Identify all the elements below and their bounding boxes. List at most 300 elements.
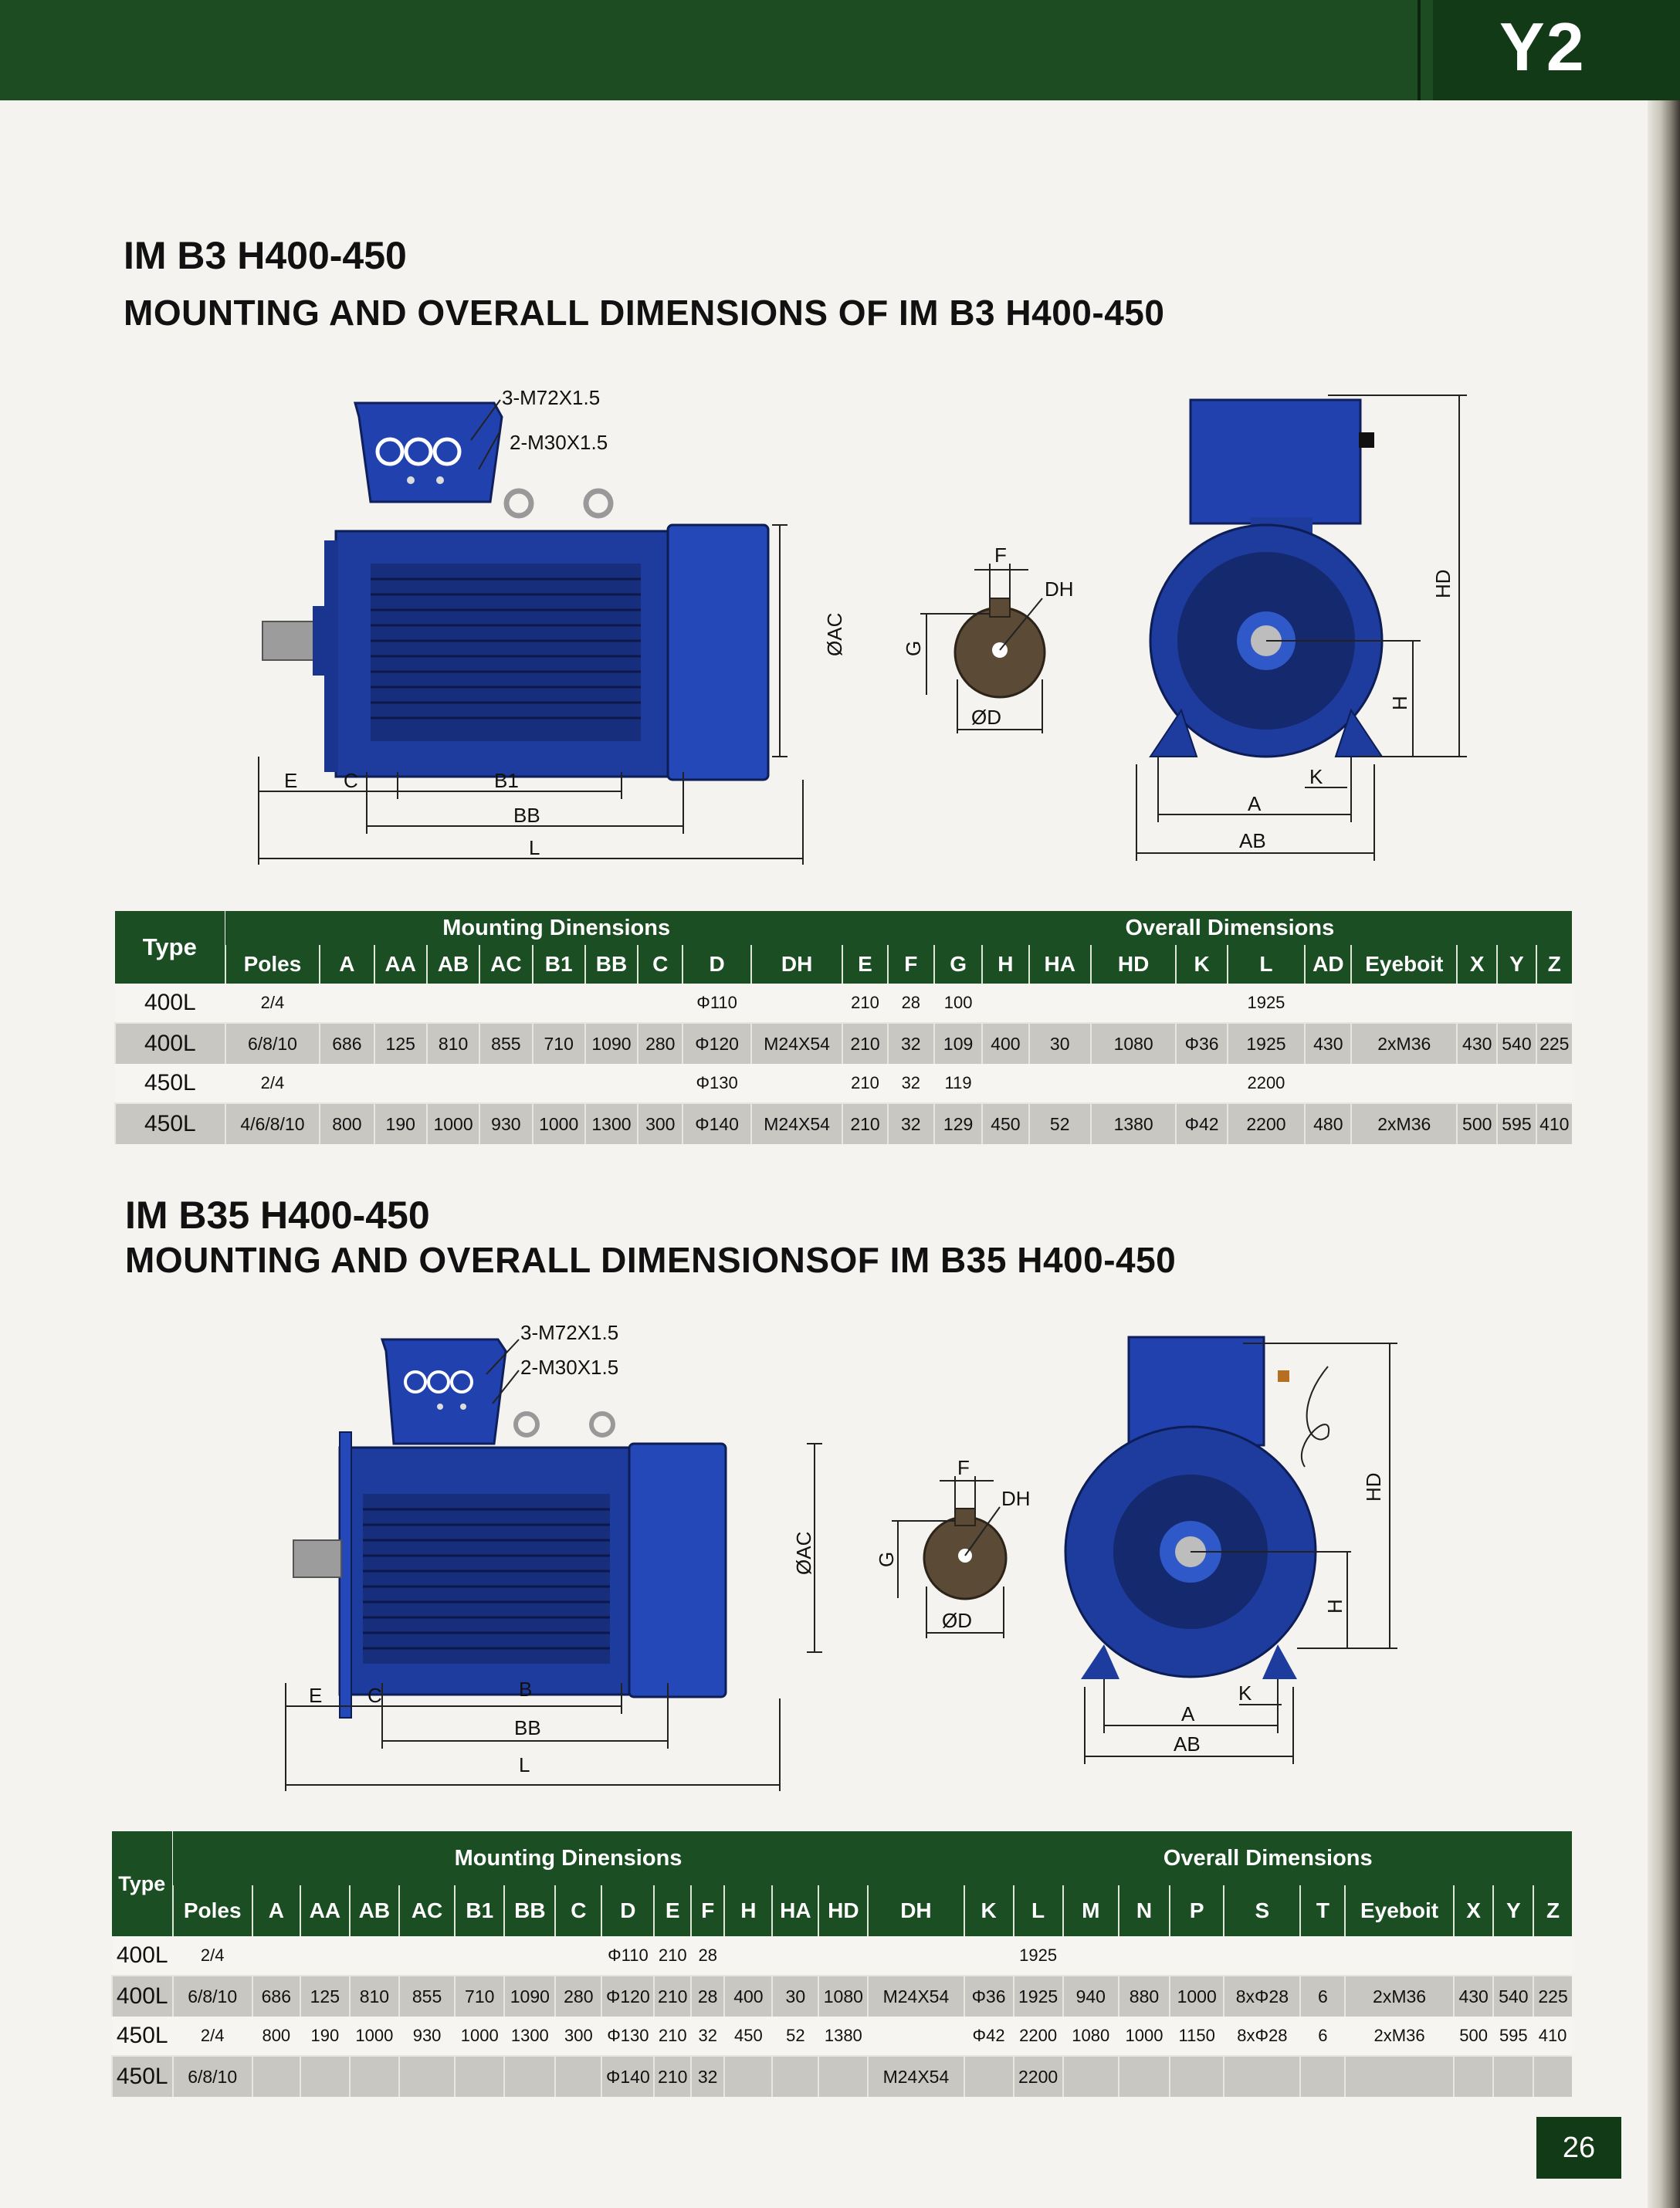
table-cell: 450 — [982, 1103, 1028, 1144]
table-cell: Φ120 — [601, 1976, 654, 2017]
b35-ab-label: AB — [1174, 1732, 1201, 1756]
table-cell: 32 — [691, 2017, 724, 2056]
b3-e-label: E — [284, 769, 298, 792]
column-header-ab: AB — [427, 945, 479, 984]
table-cell: 119 — [934, 1064, 982, 1103]
table-cell — [772, 1936, 818, 1976]
section2-subtitle: MOUNTING AND OVERALL DIMENSIONSOF IM B35 H400-450 — [125, 1240, 1177, 1280]
b35-c-label: C — [368, 1684, 382, 1707]
column-header-c: C — [555, 1885, 601, 1936]
b3-motor-body — [262, 525, 768, 780]
table-cell: 540 — [1493, 1976, 1533, 2017]
table-cell — [818, 2056, 868, 2097]
table-cell: 410 — [1536, 1103, 1572, 1144]
b35-g-label: G — [875, 1551, 898, 1567]
row-type-cell: 400L — [112, 1936, 173, 1976]
table-cell — [1536, 1064, 1572, 1103]
section1-title: IM B3 H400-450 — [124, 234, 407, 277]
column-header-h: H — [982, 945, 1028, 984]
column-header-f: F — [888, 945, 934, 984]
table-cell: 225 — [1536, 1023, 1572, 1064]
b35-bb-label: BB — [514, 1716, 541, 1739]
table-cell — [818, 1936, 868, 1976]
table-cell: 32 — [888, 1064, 934, 1103]
b35-ac-label: ØAC — [792, 1531, 815, 1575]
table-cell — [1345, 2056, 1454, 2097]
table-cell: 2xM36 — [1351, 1103, 1457, 1144]
table-cell: M24X54 — [751, 1023, 843, 1064]
column-header-d: D — [601, 1885, 654, 1936]
table-cell: 6/8/10 — [225, 1023, 320, 1064]
table-cell: 710 — [533, 1023, 585, 1064]
column-header-hd: HD — [818, 1885, 868, 1936]
column-header-eyeboit: Eyeboit — [1345, 1885, 1454, 1936]
column-header-dh: DH — [751, 945, 843, 984]
table-cell: 430 — [1457, 1023, 1497, 1064]
table-cell — [252, 1936, 300, 1976]
row-type-cell: 400L — [112, 1976, 173, 2017]
table-cell: 280 — [555, 1976, 601, 2017]
b3-l-label: L — [529, 836, 540, 859]
b35-terminal-aux-label: 2-M30X1.5 — [520, 1356, 619, 1379]
row-type-cell: 400L — [115, 984, 225, 1023]
table-cell: 1150 — [1170, 2017, 1224, 2056]
table-cell: 2xM36 — [1345, 1976, 1454, 2017]
table-cell: 109 — [934, 1023, 982, 1064]
table-cell: 2/4 — [225, 1064, 320, 1103]
table-cell: 930 — [479, 1103, 532, 1144]
column-header-f: F — [691, 1885, 724, 1936]
table-cell: 500 — [1457, 1103, 1497, 1144]
b3-ab-label: AB — [1239, 829, 1266, 852]
table-cell — [350, 2056, 399, 2097]
table-cell — [1063, 1936, 1119, 1976]
column-header-d: D — [682, 945, 750, 984]
table-cell: 595 — [1493, 2017, 1533, 2056]
table-cell: M24X54 — [751, 1103, 843, 1144]
table-row — [112, 1976, 1572, 2017]
table-cell: 1925 — [1014, 1976, 1063, 2017]
table-cell — [1224, 2056, 1300, 2097]
column-header-p: P — [1170, 1885, 1224, 1936]
table-cell: 190 — [374, 1103, 427, 1144]
column-header-ha: HA — [1029, 945, 1091, 984]
table-cell: 810 — [427, 1023, 479, 1064]
table-cell — [868, 1936, 964, 1976]
table-cell: 1080 — [1091, 1023, 1177, 1064]
top-banner — [0, 0, 1680, 100]
table-cell: 225 — [1533, 1976, 1572, 2017]
table-cell: 686 — [252, 1976, 300, 2017]
table-cell: Φ130 — [601, 2017, 654, 2056]
table-cell: 32 — [888, 1023, 934, 1064]
column-header-g: G — [934, 945, 982, 984]
table-cell — [427, 984, 479, 1023]
table-cell: 190 — [300, 2017, 350, 2056]
table-cell: 855 — [399, 1976, 455, 2017]
table-cell — [772, 2056, 818, 2097]
table-cell: 210 — [842, 1103, 887, 1144]
table-cell — [1497, 1064, 1536, 1103]
b35-hd-label: HD — [1362, 1472, 1385, 1502]
table-cell — [1305, 984, 1351, 1023]
b35-h-label: H — [1323, 1599, 1346, 1614]
table-cell: 30 — [1029, 1023, 1091, 1064]
table-cell: 1925 — [1228, 984, 1305, 1023]
b35-type-header: Type — [112, 1831, 173, 1936]
table-cell — [724, 1936, 772, 1976]
table-cell — [1119, 1936, 1170, 1976]
column-header-poles: Poles — [173, 1885, 252, 1936]
table-cell: 8xΦ28 — [1224, 1976, 1300, 2017]
b3-table-body — [115, 984, 1572, 1144]
b35-column-headers — [112, 1885, 1572, 1936]
table-cell: 880 — [1119, 1976, 1170, 2017]
table-cell — [751, 984, 843, 1023]
table-cell: 480 — [1305, 1103, 1351, 1144]
banner-divider — [1418, 0, 1421, 100]
table-cell — [1457, 984, 1497, 1023]
b35-mounting-group-header: Mounting Dinensions — [454, 1845, 682, 1871]
column-header-b1: B1 — [533, 945, 585, 984]
column-header-e: E — [654, 1885, 691, 1936]
table-cell: 125 — [300, 1976, 350, 2017]
b3-terminal-aux-label: 2-M30X1.5 — [510, 431, 608, 454]
row-type-cell: 450L — [112, 2056, 173, 2097]
column-header-t: T — [1300, 1885, 1345, 1936]
table-cell: 710 — [455, 1976, 504, 2017]
column-header-a: A — [252, 1885, 300, 1936]
table-cell: 32 — [888, 1103, 934, 1144]
table-cell: 1925 — [1228, 1023, 1305, 1064]
table-cell — [585, 984, 638, 1023]
table-cell — [252, 2056, 300, 2097]
table-cell — [455, 2056, 504, 2097]
column-header-e: E — [842, 945, 887, 984]
table-cell: Φ42 — [964, 2017, 1014, 2056]
row-type-cell: 400L — [115, 1023, 225, 1064]
b3-f-label: F — [994, 544, 1007, 567]
b3-h-label: H — [1388, 696, 1411, 710]
table-cell: 1925 — [1014, 1936, 1063, 1976]
table-cell — [1497, 984, 1536, 1023]
table-cell: 410 — [1533, 2017, 1572, 2056]
column-header-n: N — [1119, 1885, 1170, 1936]
table-cell: 1380 — [1091, 1103, 1177, 1144]
table-cell — [751, 1064, 843, 1103]
table-cell — [982, 984, 1028, 1023]
b3-hd-label: HD — [1431, 569, 1455, 598]
table-cell: 686 — [320, 1023, 374, 1064]
table-row — [112, 2017, 1572, 2056]
table-cell — [455, 1936, 504, 1976]
b35-dimensions-table — [111, 1831, 1572, 2097]
table-cell: 810 — [350, 1976, 399, 2017]
table-cell — [724, 2056, 772, 2097]
table-cell — [374, 984, 427, 1023]
table-cell: 1080 — [818, 1976, 868, 2017]
table-cell: 28 — [888, 984, 934, 1023]
chapter-tab — [1433, 0, 1680, 100]
table-cell — [1351, 1064, 1457, 1103]
column-header-l: L — [1014, 1885, 1063, 1936]
table-cell: Φ36 — [964, 1976, 1014, 2017]
table-cell — [479, 984, 532, 1023]
b35-e-label: E — [309, 1684, 323, 1707]
table-cell: 280 — [638, 1023, 682, 1064]
b3-side-view-drawing — [247, 386, 865, 880]
table-cell — [399, 2056, 455, 2097]
column-header-ab: AB — [350, 1885, 399, 1936]
table-cell: 1000 — [350, 2017, 399, 2056]
column-header-ac: AC — [399, 1885, 455, 1936]
b35-side-view-drawing — [278, 1312, 865, 1799]
table-cell — [350, 1936, 399, 1976]
b35-dh-label: DH — [1001, 1487, 1031, 1510]
table-cell: 210 — [842, 984, 887, 1023]
table-cell — [1300, 2056, 1345, 2097]
table-cell: 1000 — [1119, 2017, 1170, 2056]
column-header-hd: HD — [1091, 945, 1177, 984]
table-cell: 1300 — [504, 2017, 555, 2056]
row-type-cell: 450L — [115, 1103, 225, 1144]
b3-dimensions-table — [114, 911, 1572, 1144]
table-cell: 210 — [654, 1936, 691, 1976]
column-header-h: H — [724, 1885, 772, 1936]
table-cell — [1533, 2056, 1572, 2097]
table-cell: 940 — [1063, 1976, 1119, 2017]
b3-mounting-group-header: Mounting Dinensions — [442, 915, 671, 940]
table-cell: 2200 — [1228, 1103, 1305, 1144]
table-cell — [1351, 984, 1457, 1023]
table-cell: 2/4 — [173, 1936, 252, 1976]
table-cell: 800 — [320, 1103, 374, 1144]
table-cell: 2200 — [1014, 2017, 1063, 2056]
b35-f-label: F — [957, 1456, 970, 1479]
table-cell: 2/4 — [173, 2017, 252, 2056]
column-header-s: S — [1224, 1885, 1300, 1936]
table-cell — [1176, 984, 1227, 1023]
table-cell — [638, 984, 682, 1023]
table-cell — [1300, 1936, 1345, 1976]
table-cell — [1533, 1936, 1572, 1976]
b35-table-body — [112, 1936, 1572, 2097]
b3-terminal-box — [355, 403, 502, 502]
table-cell — [555, 2056, 601, 2097]
table-row — [115, 1064, 1572, 1103]
table-cell: 500 — [1454, 2017, 1494, 2056]
table-cell: 2xM36 — [1351, 1023, 1457, 1064]
column-header-k: K — [964, 1885, 1014, 1936]
row-type-cell: 450L — [112, 2017, 173, 2056]
b35-handwritten-scribble — [1302, 1366, 1329, 1467]
table-cell: 100 — [934, 984, 982, 1023]
table-cell — [982, 1064, 1028, 1103]
table-cell — [1091, 984, 1177, 1023]
column-header-ad: AD — [1305, 945, 1351, 984]
table-cell: 210 — [842, 1023, 887, 1064]
column-header-k: K — [1176, 945, 1227, 984]
b3-type-header: Type — [115, 911, 225, 984]
table-cell: Φ130 — [682, 1064, 750, 1103]
table-cell — [1029, 984, 1091, 1023]
table-row — [115, 984, 1572, 1023]
column-header-poles: Poles — [225, 945, 320, 984]
table-cell: 595 — [1497, 1103, 1536, 1144]
column-header-x: X — [1457, 945, 1497, 984]
section1-subtitle: MOUNTING AND OVERALL DIMENSIONS OF IM B3 H400-450 — [124, 293, 1165, 333]
table-cell — [1493, 2056, 1533, 2097]
b35-front-view-drawing — [1058, 1312, 1421, 1776]
column-header-l: L — [1228, 945, 1305, 984]
table-cell: 800 — [252, 2017, 300, 2056]
table-cell: 28 — [691, 1936, 724, 1976]
table-cell: 1300 — [585, 1103, 638, 1144]
column-header-dh: DH — [868, 1885, 964, 1936]
table-cell — [1119, 2056, 1170, 2097]
table-cell: 2200 — [1014, 2056, 1063, 2097]
table-cell — [504, 1936, 555, 1976]
b3-c-label: C — [344, 769, 358, 792]
b3-dh-label: DH — [1045, 577, 1074, 601]
table-cell: 4/6/8/10 — [225, 1103, 320, 1144]
section2-title: IM B35 H400-450 — [125, 1194, 430, 1237]
b35-k-label: K — [1238, 1681, 1252, 1705]
table-cell — [964, 2056, 1014, 2097]
table-cell: Φ140 — [682, 1103, 750, 1144]
table-cell — [585, 1064, 638, 1103]
table-cell: Φ120 — [682, 1023, 750, 1064]
table-cell: Φ110 — [682, 984, 750, 1023]
table-cell — [1170, 2056, 1224, 2097]
table-cell: 2/4 — [225, 984, 320, 1023]
table-cell: 125 — [374, 1023, 427, 1064]
column-header-aa: AA — [374, 945, 427, 984]
b35-terminal-box — [382, 1339, 506, 1444]
table-cell — [300, 1936, 350, 1976]
table-cell — [555, 1936, 601, 1976]
table-row — [112, 1936, 1572, 1976]
page-number: 26 — [1536, 2117, 1621, 2179]
table-cell: 30 — [772, 1976, 818, 2017]
table-cell: 930 — [399, 2017, 455, 2056]
table-cell: 400 — [724, 1976, 772, 2017]
column-header-x: X — [1454, 1885, 1494, 1936]
b3-a-label: A — [1248, 792, 1262, 815]
column-header-a: A — [320, 945, 374, 984]
table-cell — [1091, 1064, 1177, 1103]
table-cell: 52 — [772, 2017, 818, 2056]
b3-bb-label: BB — [513, 804, 540, 827]
b35-shaft-section-drawing — [875, 1456, 1038, 1644]
table-cell: 28 — [691, 1976, 724, 2017]
column-header-m: M — [1063, 1885, 1119, 1936]
table-row — [112, 2056, 1572, 2097]
column-header-eyeboit: Eyeboit — [1351, 945, 1457, 984]
table-cell: Φ36 — [1176, 1023, 1227, 1064]
table-cell: Φ110 — [601, 1936, 654, 1976]
column-header-bb: BB — [585, 945, 638, 984]
table-cell: 32 — [691, 2056, 724, 2097]
table-cell: 855 — [479, 1023, 532, 1064]
table-cell — [1029, 1064, 1091, 1103]
table-cell — [868, 2017, 964, 2056]
table-cell — [638, 1064, 682, 1103]
table-cell: 6 — [1300, 1976, 1345, 2017]
b3-terminal-main-label: 3-M72X1.5 — [502, 386, 601, 409]
table-row — [115, 1023, 1572, 1064]
table-cell: 210 — [654, 1976, 691, 2017]
b35-b-label: B — [519, 1678, 533, 1701]
table-cell: 210 — [654, 2056, 691, 2097]
table-cell — [374, 1064, 427, 1103]
column-header-z: Z — [1536, 945, 1572, 984]
table-cell — [479, 1064, 532, 1103]
table-cell: 1000 — [455, 2017, 504, 2056]
column-header-y: Y — [1497, 945, 1536, 984]
column-header-bb: BB — [504, 1885, 555, 1936]
table-cell — [1345, 1936, 1454, 1976]
table-cell — [320, 984, 374, 1023]
b35-overall-group-header: Overall Dimensions — [1163, 1845, 1373, 1871]
b35-a-label: A — [1181, 1702, 1195, 1725]
column-header-z: Z — [1533, 1885, 1572, 1936]
table-cell: 430 — [1305, 1023, 1351, 1064]
table-cell: 52 — [1029, 1103, 1091, 1144]
table-cell: 430 — [1454, 1976, 1494, 2017]
b3-lifting-eyes — [506, 491, 611, 516]
b3-g-label: G — [902, 640, 925, 656]
table-cell: 6/8/10 — [173, 2056, 252, 2097]
table-cell: 210 — [842, 1064, 887, 1103]
table-cell: 1090 — [585, 1023, 638, 1064]
table-cell — [1176, 1064, 1227, 1103]
book-spine-shadow — [1648, 100, 1680, 2208]
table-cell: M24X54 — [868, 1976, 964, 2017]
table-cell — [533, 1064, 585, 1103]
table-cell — [1454, 1936, 1494, 1976]
table-cell — [427, 1064, 479, 1103]
table-cell — [399, 1936, 455, 1976]
table-cell — [1063, 2056, 1119, 2097]
table-cell: 210 — [654, 2017, 691, 2056]
table-cell — [964, 1936, 1014, 1976]
chapter-tab-label: Y2 — [1499, 8, 1586, 85]
table-cell: 1090 — [504, 1976, 555, 2017]
table-cell — [1454, 2056, 1494, 2097]
b35-d-label: ØD — [942, 1609, 972, 1632]
b3-front-view-drawing — [1127, 386, 1498, 872]
table-cell — [1457, 1064, 1497, 1103]
table-cell: 300 — [638, 1103, 682, 1144]
b3-ac-label: ØAC — [823, 612, 846, 656]
table-cell — [1493, 1936, 1533, 1976]
table-cell — [320, 1064, 374, 1103]
b3-overall-group-header: Overall Dimensions — [1125, 915, 1335, 940]
b3-shaft-section-drawing — [903, 540, 1073, 741]
table-cell — [300, 2056, 350, 2097]
table-cell — [1224, 1936, 1300, 1976]
b3-column-headers — [115, 945, 1572, 984]
table-cell: 2xM36 — [1345, 2017, 1454, 2056]
b35-l-label: L — [519, 1753, 530, 1776]
table-cell: 540 — [1497, 1023, 1536, 1064]
table-cell: Φ140 — [601, 2056, 654, 2097]
table-cell — [1536, 984, 1572, 1023]
table-cell: 6/8/10 — [173, 1976, 252, 2017]
table-cell: 6 — [1300, 2017, 1345, 2056]
table-cell — [533, 984, 585, 1023]
